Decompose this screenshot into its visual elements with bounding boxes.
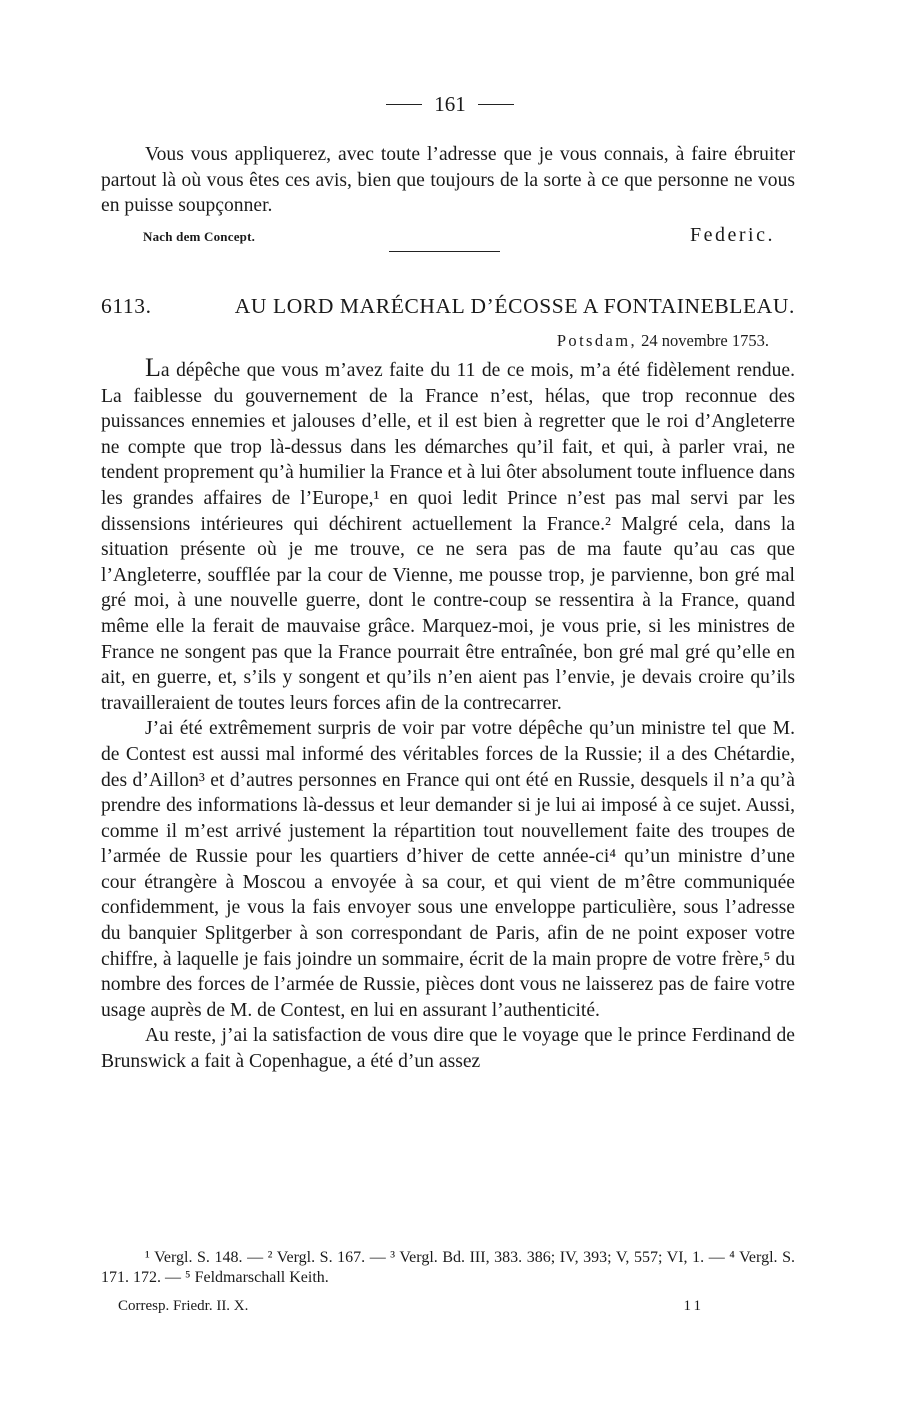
header-dash-left xyxy=(386,104,422,105)
sheet-number: 11 xyxy=(683,1298,704,1314)
body-paragraph xyxy=(101,716,795,1023)
initial-letter: L xyxy=(145,353,161,382)
body-paragraph xyxy=(101,1023,795,1074)
letter-body xyxy=(101,355,795,1075)
paragraph-text: Au reste, j’ai la satisfaction de vous dire que le voyage que le prince Ferdinand de Brunswick a fait à Copenhague, a été d’un assez xyxy=(101,1025,795,1073)
signature: Federic. xyxy=(690,224,775,246)
document-title: AU LORD MARÉCHAL D’ÉCOSSE A FONTAINEBLEAU. xyxy=(234,294,795,318)
paragraph-text: J’ai été extrêmement surpris de voir par votre dépêche qu’un ministre tel que M. de Contest est aussi mal informé des véritables forces de la Russie; il a des Chétardie, des d’Aillon³ et d’autres personnes en France qui ont été en Russie, desquels il n’a qu’à prendre des informations là-dessus et leur demander si je lui ai imposé à ce sujet. Aussi, comme il m’est arrivé justement la répartition tout nouvellement faite des troupes de l’armée de Russie pour les quartiers d’hiver de cette année-ci⁴ qu’un ministre d’une cour étrangère à Moscou a envoyée à sa cour, et qui vient de m’être communiquée confidemment, je vous la fais envoyer sous une enveloppe particulière, sous l’adresse du banquier Splitgerber à son correspondant de Paris, afin de ne point exposer votre chiffre, à laquelle je fais joindre un sommaire, écrit de la main propre de votre frère,⁵ du nombre des forces de l’armée de Russie, pièces dont vous ne laisserez pas de faire votre usage auprès de M. de Contest, en lui en assurant l’authenticité. xyxy=(101,718,795,1021)
paragraph-text: a dépêche que vous m’avez faite du 11 de ce mois, m’a été fidèlement rendue. La faiblesse du gouvernement de la France n’est, hélas, que trop reconnue des puissances ennemies et jalouses d’elle, et il est bien à regretter que le roi d’Angleterre ne compte que trop là-dessus dans les démarches qu’il fait, et qui, à parler vrai, ne tendent proprement qu’à humilier la France et à lui ôter absolument toute influence dans les grandes affaires de l’Europe,¹ en quoi ledit Prince n’est pas mal servi par les dissensions intérieures qui déchirent actuellement la France.² Malgré cela, dans la situation présente où je me trouve, ce ne sera pas de ma faute qu’au cas que l’Angleterre, soufflée par la cour de Vienne, me pousse trop, je parvienne, bon gré mal gré moi, à une nouvelle guerre, dont le contre-coup se ressentira à la France, quand même elle la ferait de mauvaise grâce. Marquez-moi, je vous prie, si les ministres de France ne songent pas que la France pourrait être entraînée, bon gré mal gré qu’elle en ait, en guerre, et, s’ils y songent et qu’ils n’en aient pas l’envie, je devais croire qu’ils travailleraient de toutes leurs forces afin de la contrecarrer. xyxy=(101,360,795,714)
running-foot: Corresp. Friedr. II. X. xyxy=(118,1298,249,1314)
source-note: Nach dem Concept. xyxy=(143,229,256,244)
footnotes xyxy=(101,1248,795,1288)
page-header xyxy=(0,92,900,117)
signature-row xyxy=(143,224,775,247)
top-paragraph: Vous vous appliquerez, avec toute l’adresse que je vous connais, à faire ébruiter partout là où vous êtes ces avis, bien que toujours de la sorte à ce que personne ne vous en puisse soupçonner. xyxy=(101,144,795,217)
dateline xyxy=(557,331,769,351)
dateline-date: 24 novembre 1753. xyxy=(641,331,769,350)
body-paragraph xyxy=(101,355,795,716)
continued-letter xyxy=(101,142,795,219)
document-number: 6113. xyxy=(101,294,152,318)
page-number: 161 xyxy=(434,92,466,116)
document-heading xyxy=(101,294,795,319)
header-dash-right xyxy=(478,104,514,105)
section-divider xyxy=(389,251,500,252)
dateline-place: Potsdam, xyxy=(556,331,638,350)
footnote-text: ¹ Vergl. S. 148. — ² Vergl. S. 167. — ³ Vergl. Bd. III, 383. 386; IV, 393; V, 557; VI, 1. — ⁴ Vergl. S. 171. 172. — ⁵ Feldmarschall Keith. xyxy=(101,1249,795,1286)
page-footer xyxy=(118,1298,704,1315)
